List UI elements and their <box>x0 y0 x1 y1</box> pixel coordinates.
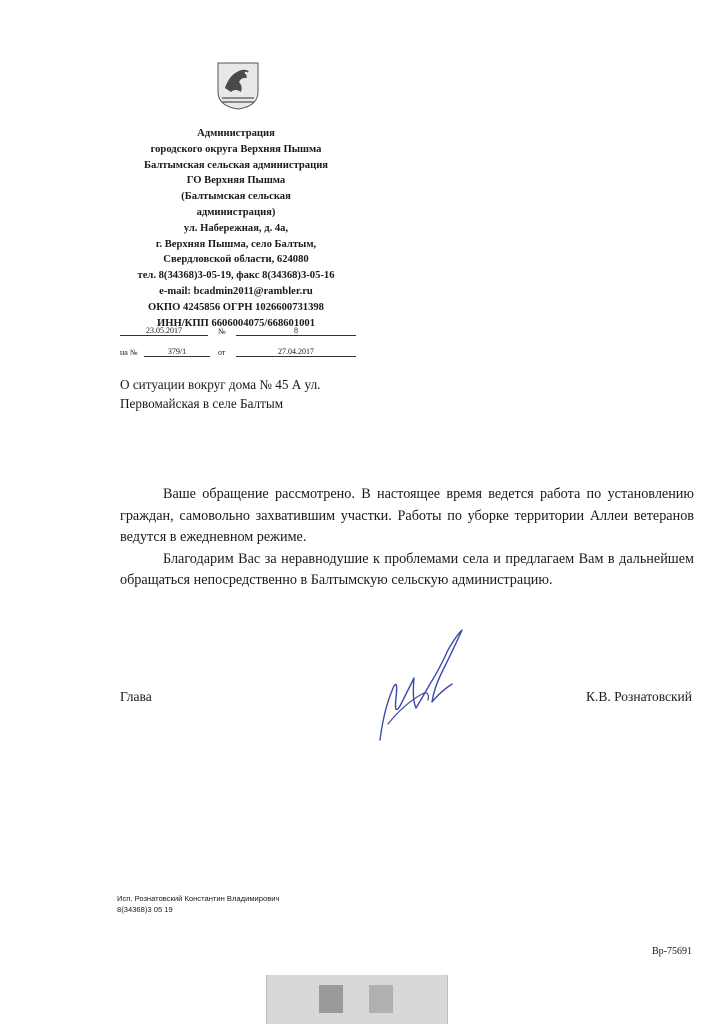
outgoing-number: 8 <box>236 326 356 336</box>
scan-background <box>0 975 713 1024</box>
header-line: (Балтымская сельская <box>181 191 291 203</box>
outgoing-number-label: № <box>218 327 226 336</box>
incoming-reference <box>120 345 356 359</box>
header-line: ИНН/КПП 6606004075/668601001 <box>156 317 316 329</box>
sender-header <box>110 126 362 331</box>
incoming-prefix: на № <box>120 348 138 357</box>
header-line: администрация) <box>196 206 276 218</box>
letter-subject: О ситуации вокруг дома № 45 А ул. Первомайская в селе Балтым <box>120 377 321 411</box>
letter-body <box>120 484 694 592</box>
header-line: ОКПО 4245856 ОГРН 1026600731398 <box>148 301 324 313</box>
handwritten-signature <box>370 628 470 746</box>
header-line: тел. 8(34368)3-05-19, факс 8(34368)3-05-16 <box>137 270 335 282</box>
registration-number: Вр-75691 <box>652 946 692 957</box>
image-fragment-icon <box>319 985 343 1013</box>
signatory-role: Глава <box>120 689 152 704</box>
incoming-date: 27.04.2017 <box>236 347 356 357</box>
header-line: Свердловской области, 624080 <box>163 254 309 266</box>
coat-of-arms-icon <box>217 62 259 110</box>
incoming-date-label: от <box>218 348 226 357</box>
header-line: г. Верхняя Пышма, село Балтым, <box>155 238 317 250</box>
next-page-fragment <box>266 975 448 1024</box>
outgoing-reference <box>120 324 356 338</box>
header-line: Администрация <box>197 128 275 139</box>
executor-phone: 8(34368)3 05 19 <box>117 905 173 914</box>
header-line: ул. Набережная, д. 4а, <box>183 222 289 234</box>
incoming-number: 379/1 <box>144 347 210 357</box>
outgoing-date: 23.05.2017 <box>120 326 208 336</box>
executor-info <box>117 893 279 915</box>
header-line: городского округа Верхняя Пышма <box>150 143 322 155</box>
body-paragraph: Благодарим Вас за неравнодушие к проблемами села и предлагаем Вам в дальнейшем обращаться непосредственно в Балтымскую сельскую администрацию. <box>120 550 694 589</box>
executor-name: Исп. Рознатовский Константин Владимирович <box>117 894 280 903</box>
signatory-name: К.В. Рознатовский <box>585 689 692 704</box>
image-fragment-icon <box>369 985 393 1013</box>
header-line: e-mail: bcadmin2011@rambler.ru <box>159 285 313 297</box>
body-paragraph: Ваше обращение рассмотрено. В настоящее время ведется работа по установлению граждан, самовольно захватившим участки. Работы по уборке территории Аллеи ветеранов ведутся в ежедневном режиме. <box>120 486 694 546</box>
header-line: ГО Верхняя Пышма <box>186 175 286 187</box>
header-line: Балтымская сельская администрация <box>143 159 329 171</box>
